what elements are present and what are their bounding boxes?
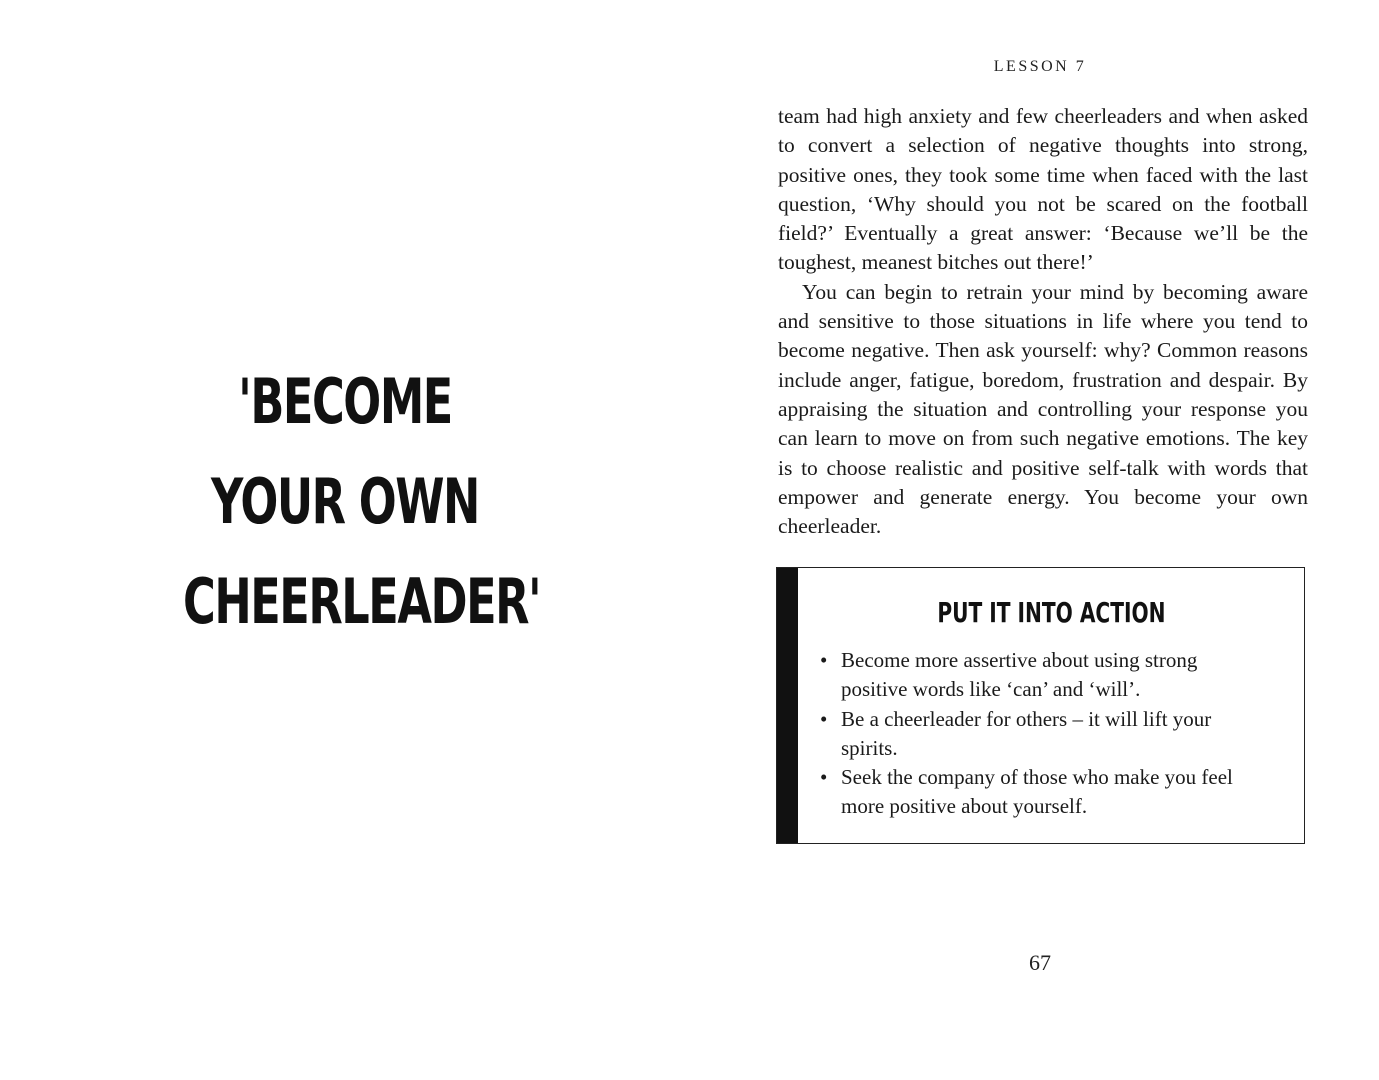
pull-quote-line: CHEERLEADER' <box>183 565 541 638</box>
pull-quote-line: YOUR OWN <box>211 465 479 538</box>
action-box-title <box>798 596 1304 629</box>
bullet-icon: • <box>820 765 828 790</box>
pull-quote <box>120 352 570 652</box>
body-paragraph: team had high anxiety and few cheerleaders and when asked to convert a selection of negative thoughts into strong, positive ones, they took some time when faced with the last question, ‘Why should you not be scared on the football field?’ Eventually a great answer: ‘Because we’ll be the toughest, meanest bitches out there!’ <box>778 104 1308 275</box>
action-list-item <box>820 763 1250 822</box>
action-list <box>820 646 1250 822</box>
action-box <box>776 567 1305 844</box>
action-box-bar <box>777 568 798 843</box>
page-number: 67 <box>1029 950 1051 975</box>
body-text <box>778 102 1308 541</box>
action-list-item <box>820 705 1250 764</box>
body-paragraph: You can begin to retrain your mind by becoming aware and sensitive to those situations in life where you tend to become negative. Then ask yourself: why? Common reasons include anger, fatigue, boredom, frustration and despair. By appraising the situation and controlling your response you can learn to move on from such negative emotions. The key is to choose realistic and positive self-talk with words that empower and generate energy. You become your own cheerleader. <box>778 279 1308 539</box>
action-item-text: Become more assertive about using strong positive words like ‘can’ and ‘will’. <box>841 648 1198 702</box>
bullet-icon: • <box>820 706 828 731</box>
action-item-text: Be a cheerleader for others – it will lift your spirits. <box>841 706 1212 760</box>
bullet-icon: • <box>820 648 828 672</box>
action-box-title-text: PUT IT INTO ACTION <box>936 596 1166 629</box>
running-head: LESSON 7 <box>993 58 1087 75</box>
pull-quote-line: 'BECOME <box>238 365 452 438</box>
action-item-text: Seek the company of those who make you feel more positive about yourself. <box>841 765 1233 819</box>
action-list-item <box>820 646 1250 705</box>
right-page <box>690 0 1379 1080</box>
